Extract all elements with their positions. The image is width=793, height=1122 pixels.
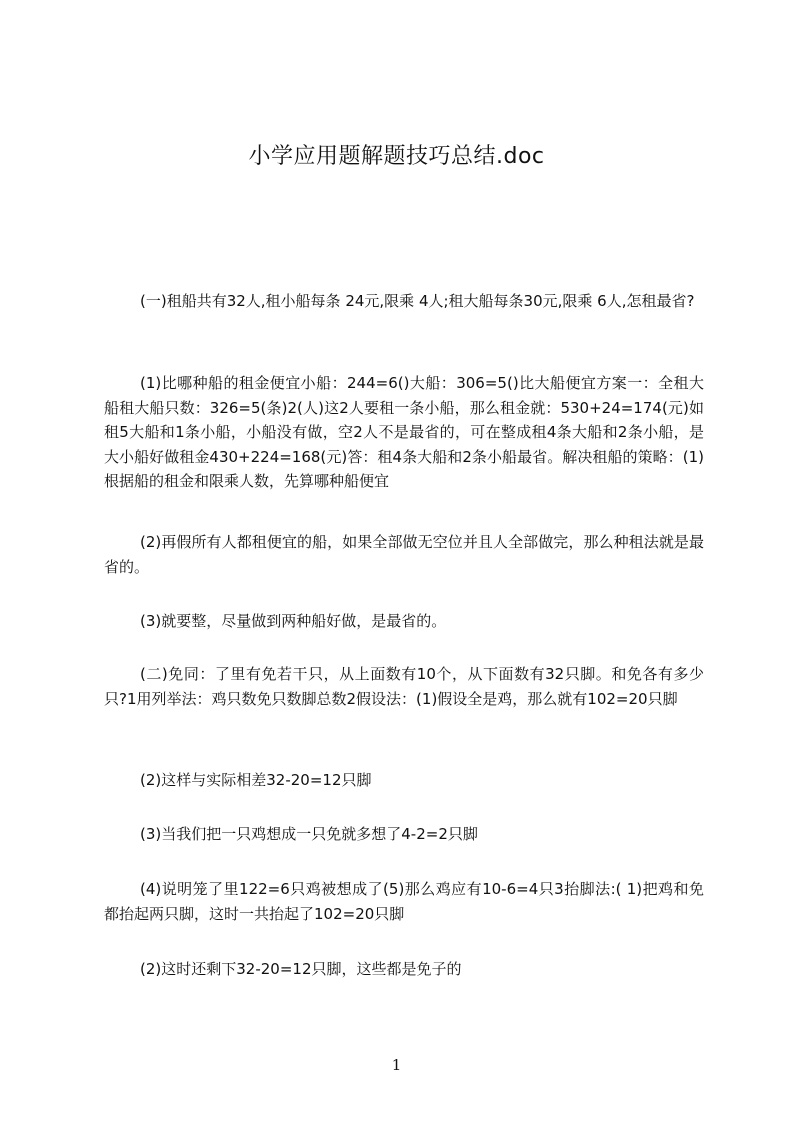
paragraph-7: (3)当我们把一只鸡想成一只免就多想了4-2=2只脚: [140, 825, 478, 843]
paragraph-9: (2)这时还剩下32-20=12只脚，这些都是免子的: [140, 960, 462, 978]
document-title: 小学应用题解题技巧总结.doc: [248, 144, 545, 169]
paragraph-2: (1)比哪种船的租金便宜小船：244=6()大船：306=5()比大船便宜方案一：全租大船租大船只数：326=5(条)2(人)这2人要租一条小船，那么租金就：530+24=174(元)如租5大船和1条小船，小船没有做，空2人不是最省的，可在整成租4条大船和2条小船，是大小船好做租金430+224=168(元)答：租4条大船和2条小船最省。解决租船的策略：(1)根据船的租金和限乘人数，先算哪种船便宜: [104, 374, 704, 490]
page-number: 1: [391, 1056, 402, 1074]
paragraph-1: (一)租船共有32人,租小船每条 24元,限乘 4人;租大船每条30元,限乘 6人,怎租最省?: [140, 292, 695, 310]
paragraph-4: (3)就要整，尽量做到两种船好做，是最省的。: [140, 612, 447, 630]
paragraph-8: (4)说明笼了里122=6只鸡被想成了(5)那么鸡应有10-6=4只3抬脚法:( 1)把鸡和免都抬起两只脚，这时一共抬起了102=20只脚: [104, 880, 704, 923]
paragraph-6: (2)这样与实际相差32-20=12只脚: [140, 771, 372, 789]
paragraph-5: (二)免同：了里有免若干只，从上面数有10个，从下面数有32只脚。和免各有多少只?1用列举法：鸡只数免只数脚总数2假设法：(1)假设全是鸡，那么就有102=20只脚: [104, 665, 704, 708]
paragraph-3: (2)再假所有人都租便宜的船，如果全部做无空位并且人全部做完，那么种租法就是最省的。: [104, 533, 704, 576]
